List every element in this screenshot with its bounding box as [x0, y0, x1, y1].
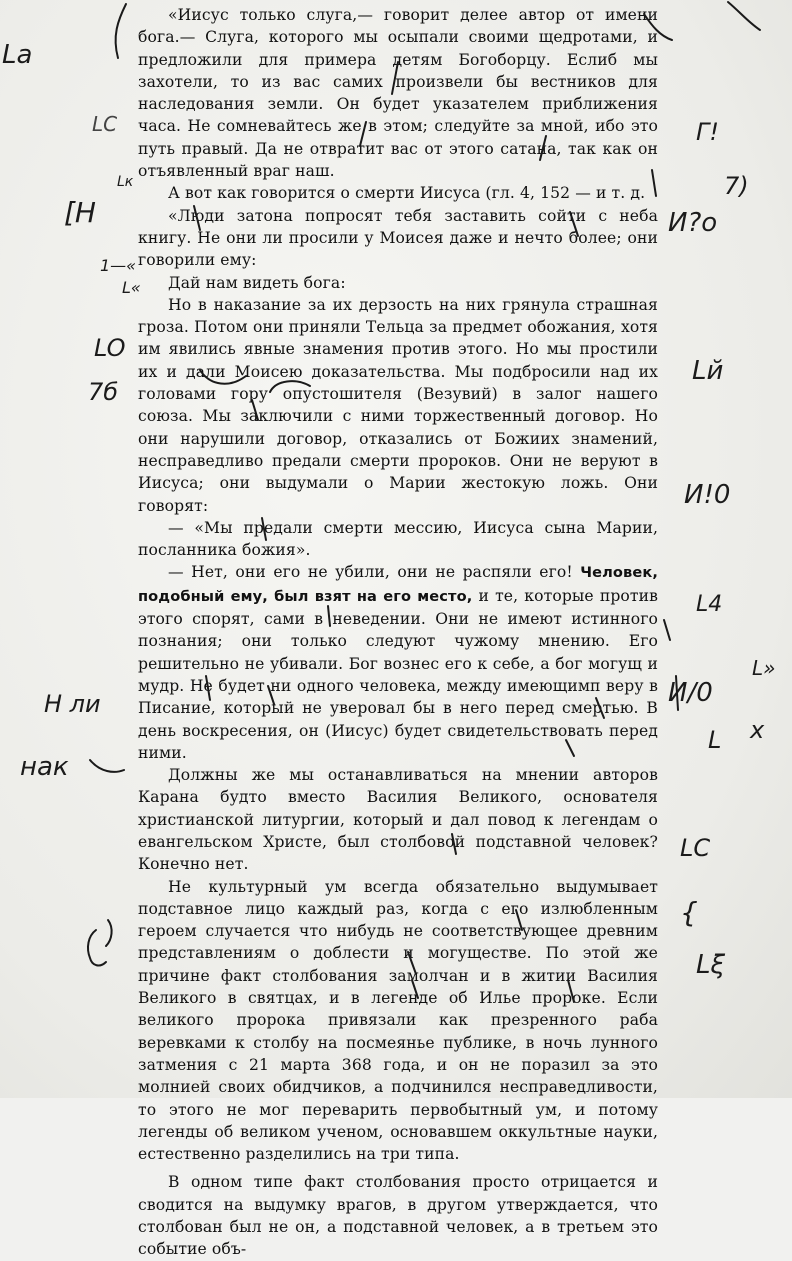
paragraph-3: «Люди затона попросят тебя заставить сойти с неба книгу. Не они ли просили у Моисея даже и нечто более; они говорили ему:: [138, 206, 658, 270]
paragraph-4: Дай нам видеть бога:: [168, 273, 346, 292]
paragraph-6: — «Мы предали смерти мессию, Иисуса сына Марии, посланника божия».: [138, 518, 658, 560]
margin-note-13: И!0: [684, 480, 731, 510]
document-body: [138, 4, 658, 1261]
paragraph-5: Но в наказание за их дерзость на них грянула страшная гроза. Потом они приняли Тельца за предмет обожания, хотя им явились явные знамения против этого. Но мы простили их и дали Моисею доказательства. Мы подбросили над их головами гору опустошителя (Везувий) в залог нашего союза. Мы заключили с ними торжественный договор. Но они нарушили договор, отказались от Божиих знамений, несправедливо предали смерти пророков. Они не веруют в Иисуса; они выдумали о Марии жестокую ложь. Они говорят:: [138, 295, 658, 515]
margin-note-15: L»: [752, 656, 776, 680]
margin-note-19: x: [750, 716, 765, 744]
margin-note-3: Lк: [117, 174, 134, 190]
margin-note-12: Lй: [692, 356, 724, 386]
margin-note-2: LC: [92, 112, 118, 136]
paragraph-2: А вот как говорится о смерти Иисуса (гл. 4, 152 — и т. д.: [168, 184, 646, 203]
margin-note-4: Г!: [696, 118, 719, 146]
paragraph-8: Должны же мы останавливаться на мнении авторов Карана будто вместо Василия Великого, основателя христианской литургии, который и дал повод к легендам о евангельском Христе, был столбовой подставной человек? Конечно нет.: [138, 766, 658, 874]
margin-note-20: нак: [20, 752, 69, 782]
paragraph-9: Не культурный ум всегда обязательно выдумывает подставное лицо каждый раз, когда с его излюбленным героем случается что нибудь не соответствующее древним представлениям о доблести и могуществе. По этой же причине факт столбования замолчан и в житии Василия Великого в святцах, и в легенде об Илье пророке. Если великого пророка привязали как презренного раба веревками к столбу на посмеянье публике, в ночь лунного затмения с 21 марта 368 года, и он не поразил за это молнией своих обидчиков, а подчинился несправедливости, то этого не мог переварить первобытный ум, и потому легенды об великом ученом, основавшем оккультные науки, естественно разделились на три типа.: [138, 877, 658, 1164]
paragraph-1: «Иисус только слуга,— говорит делее автор от имени бога.— Слуга, которого мы осыпали своими щедротами, и предложили для примера детям Богоборцу. Еслиб мы захотели, то из вас самих произвели бы вестников для наследования земли. Он будет указателем приближения часа. Не сомневайтесь же в этом; следуйте за мной, ибо это путь правый. Да не отвратит вас от этого сатана, так как он отъявленный враг наш.: [138, 6, 658, 181]
paragraph-7-bold: Человек, подобный ему, был взят на его место,: [138, 564, 658, 605]
margin-note-5: 7): [724, 172, 749, 200]
margin-note-11: 7б: [88, 378, 119, 406]
margin-note-14: L4: [696, 592, 723, 617]
margin-note-7: И?о: [668, 208, 718, 238]
paragraph-7: [138, 561, 658, 764]
paragraph-10: В одном типе факт столбования просто отрицается и сводится на выдумку врагов, в другом утверждается, что столбован был не он, а подставной человек, а в третьем это событие объ-: [138, 1173, 658, 1259]
margin-note-9: L«: [122, 278, 141, 297]
paragraph-7-start: — Нет, они его не убили, они не распяли его!: [168, 563, 581, 582]
margin-note-21: LC: [680, 834, 711, 862]
margin-note-6: [Н: [64, 196, 96, 229]
margin-note-16: Н ли: [44, 690, 101, 718]
margin-note-23: Lξ: [696, 950, 725, 980]
margin-note-10: LO: [94, 334, 126, 362]
margin-note-18: L: [708, 726, 722, 754]
margin-note-1: La: [2, 40, 33, 70]
margin-note-8: 1—«: [100, 256, 137, 275]
margin-note-22: {: [680, 896, 698, 929]
margin-note-17: И/0: [668, 678, 713, 708]
paragraph-7-end: и те, которые против этого спорят, сами в неведении. Они не имеют истинного познания; они только следуют чужому мнению. Его решительно не убивали. Бог вознес его к себе, а бог могущ и мудр. Не будет ни одного человека, между имеющимп веру в Писание, который не уверовал бы в него перед смертью. В день воскресения, он (Иисус) будет свидетельствовать перед ними.: [138, 586, 658, 762]
